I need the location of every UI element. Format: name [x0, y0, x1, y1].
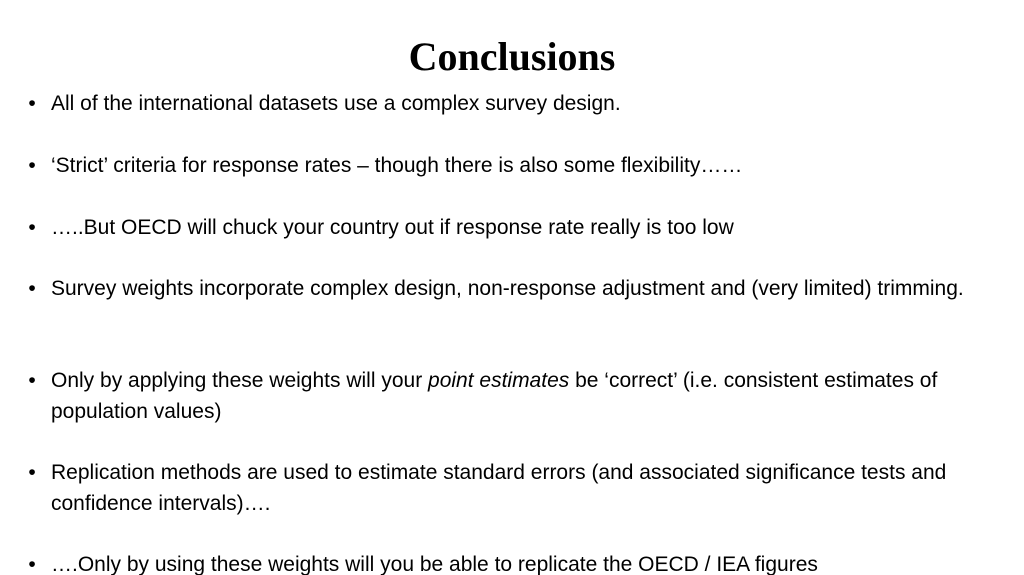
- bullet-text-emphasis: point estimates: [428, 369, 570, 392]
- bullet-text: [51, 365, 1001, 427]
- bullet-text: All of the international datasets use a complex survey design.: [51, 92, 621, 115]
- bullet-icon: •: [28, 369, 36, 392]
- bullet-text: Replication methods are used to estimate standard errors (and associated significance tests and confidence intervals)….: [51, 461, 947, 515]
- bullet-text: …..But OECD will chuck your country out if response rate really is too low: [51, 216, 734, 239]
- bullet-icon: •: [28, 553, 36, 575]
- bullet-icon: •: [28, 92, 36, 115]
- bullet-text-pre: Only by applying these weights will your: [51, 369, 429, 392]
- bullet-icon: •: [28, 154, 36, 177]
- bullet-text: ….Only by using these weights will you be able to replicate the OECD / IEA figures: [51, 553, 818, 575]
- bullet-icon: •: [28, 277, 36, 300]
- bullet-text: Survey weights incorporate complex design, non-response adjustment and (very limited) trimming.: [51, 277, 964, 300]
- bullet-icon: •: [28, 216, 36, 239]
- slide-title: Conclusions: [408, 34, 616, 79]
- bullet-text-post: be ‘correct’ (i.e. consistent estimates of population values): [51, 369, 938, 423]
- bullet-text: ‘Strict’ criteria for response rates – though there is also some flexibility……: [51, 154, 743, 177]
- bullet-icon: •: [28, 461, 36, 484]
